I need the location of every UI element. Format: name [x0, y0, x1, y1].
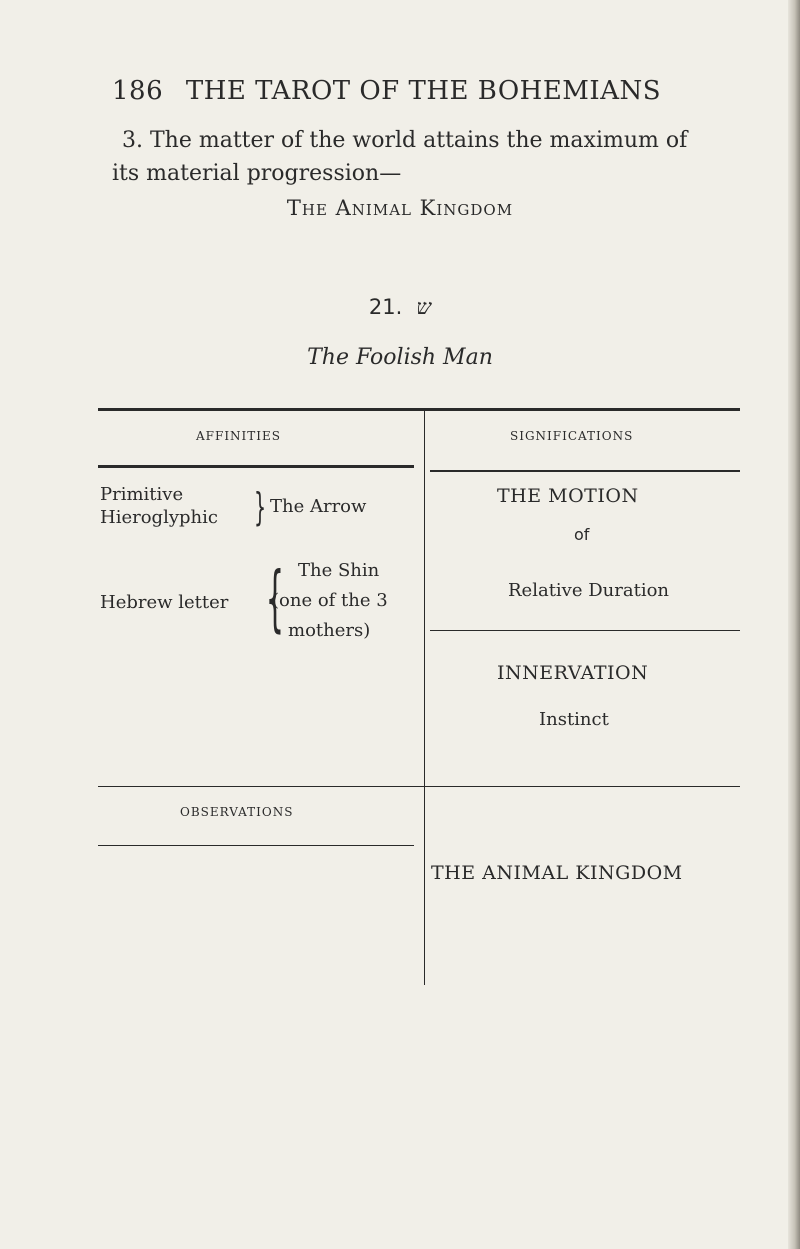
page-edge: [788, 0, 800, 1249]
signification-1-sub: Relative Duration: [508, 580, 670, 601]
paragraph-line-1: 3. The matter of the world attains the maximum of: [122, 128, 688, 153]
signification-2-title: INNERVATION: [497, 662, 649, 684]
signification-1-title: THE MOTION: [497, 485, 639, 507]
primitive-brace: }: [254, 485, 267, 529]
running-title: THE TAROT OF THE BOHEMIANS: [185, 76, 662, 106]
running-header: [112, 76, 661, 106]
paragraph: [112, 124, 752, 190]
table-center-divider: [424, 410, 425, 985]
primitive-label-2: Hieroglyphic: [100, 507, 218, 528]
kingdom-heading: The Animal Kingdom: [286, 196, 514, 220]
significations-header: SIGNIFICATIONS: [510, 429, 634, 443]
affinities-header-rule: [98, 465, 414, 468]
hebrew-letter-glyph: ש: [416, 295, 432, 319]
signification-1-of: of: [574, 525, 590, 544]
table-top-rule: [98, 408, 740, 411]
hebrew-value-2: (one of the 3: [272, 590, 388, 611]
hebrew-brace: {: [265, 556, 285, 640]
primitive-value: The Arrow: [270, 496, 367, 517]
page-number: 186: [112, 76, 164, 106]
significations-header-rule: [430, 470, 740, 472]
hebrew-value-1: The Shin: [298, 560, 380, 581]
middle-rule: [98, 786, 740, 787]
signification-3-title: THE ANIMAL KINGDOM: [431, 862, 683, 884]
significations-row-rule: [430, 630, 740, 631]
card-name: The Foolish Man: [307, 345, 493, 370]
affinities-header: AFFINITIES: [196, 429, 282, 443]
card-number-line: [0, 295, 800, 320]
signification-2-sub: Instinct: [539, 709, 609, 730]
paragraph-line-2: its material progression—: [112, 161, 402, 186]
primitive-label-1: Primitive: [100, 484, 184, 505]
hebrew-value-3: mothers): [288, 620, 371, 641]
card-number: 21.: [368, 295, 403, 319]
hebrew-label: Hebrew letter: [100, 592, 229, 613]
observations-header: OBSERVATIONS: [180, 805, 294, 819]
observations-header-rule: [98, 845, 414, 846]
